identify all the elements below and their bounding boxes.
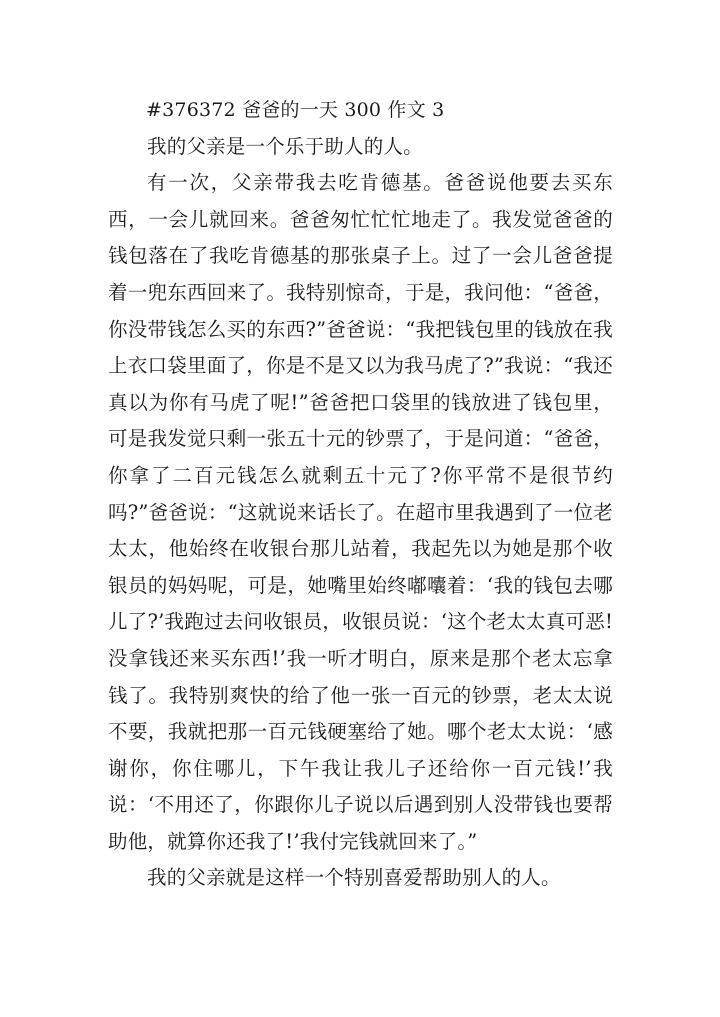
paragraph-conclusion: 我的父亲就是这样一个特别喜爱帮助别人的人。	[147, 866, 561, 890]
document-title: #376372 爸爸的一天 300 作文 3	[146, 99, 445, 121]
essay-body	[108, 92, 613, 897]
paragraph-intro: 我的父亲是一个乐于助人的人。	[147, 134, 423, 158]
paragraph-story: 有一次，父亲带我去吃肯德基。爸爸说他要去买东西，一会儿就回来。爸爸匆忙忙忙地走了。我发觉爸爸的钱包落在了我吃肯德基的那张桌子上。过了一会儿爸爸提着一兜东西回来了。我特别惊奇，于是，我问他：“爸爸，你没带钱怎么买的东西?”爸爸说：“我把钱包里的钱放在我上衣口袋里面了，你是不是又以为我马虎了?”我说：“我还真以为你有马虎了呢!”爸爸把口袋里的钱放进了钱包里，可是我发觉只剩一张五十元的钞票了，于是问道：“爸爸，你拿了二百元钱怎么就剩五十元了?你平常不是很节约吗?”爸爸说：“这就说来话长了。在超市里我遇到了一位老太太，他始终在收银台那儿站着，我起先以为她是那个收银员的妈妈呢，可是，她嘴里始终嘟囔着：‘我的钱包去哪儿了?’我跑过去问收银员，收银员说：‘这个老太太真可恶!没拿钱还来买东西!’我一听才明白，原来是那个老太忘拿钱了。我特别爽快的给了他一张一百元的钞票，老太太说不要，我就把那一百元钱硬塞给了她。哪个老太太说：‘感谢你，你住哪儿，下午我让我儿子还给你一百元钱!’我说：‘不用还了，你跟你儿子说以后遇到别人没带钱也要帮助他，就算你还我了!’我付完钱就回来了。”	[108, 171, 613, 853]
